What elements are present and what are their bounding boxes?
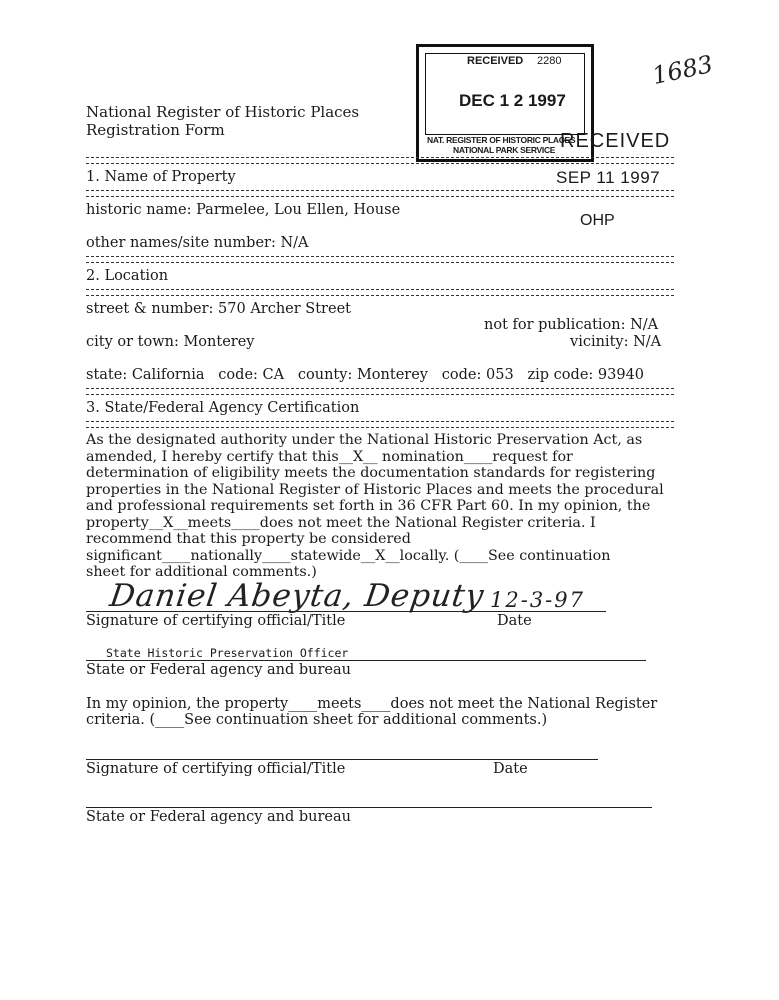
form-subtitle: Registration Form [86,121,225,139]
paragraph-line: property__X__meets____does not meet the National Register criteria. I [86,514,596,531]
certification-paragraph [86,432,686,581]
paragraph-line: sheet for additional comments.) [86,564,317,580]
section1-title: 1. Name of Property [86,169,236,185]
paragraph-line: properties in the National Register of Historic Places and meets the procedural [86,481,664,498]
other-names: other names/site number: N/A [86,235,309,251]
section-divider [86,421,674,428]
section3-title: 3. State/Federal Agency Certification [86,400,360,416]
ohp-office-label: OHP [580,212,615,229]
agency-line [86,660,646,661]
agency-label: State or Federal agency and bureau [86,662,351,678]
date-label-2: Date [493,761,528,777]
paragraph-line: determination of eligibility meets the documentation standards for registering [86,465,656,481]
ohp-received-label: RECEIVED [560,130,671,152]
stamp-org-line2: NATIONAL PARK SERVICE [453,145,556,155]
agency-typed: State Historic Preservation Officer [106,646,349,660]
stamp-number: 2280 [537,55,562,67]
signature-label: Signature of certifying official/Title [86,613,346,629]
paragraph-line: recommend that this property be considered [86,531,411,547]
stamp-org-line1: NAT. REGISTER OF HISTORIC PLACES [427,135,576,145]
date-label: Date [497,613,532,629]
signature-line [86,611,606,612]
section-divider [86,289,674,296]
section-divider [86,256,674,263]
ohp-received-date: SEP 11 1997 [556,168,661,187]
handwritten-reference-number: 1683 [649,49,716,91]
paragraph-line: amended, I hereby certify that this__X__ nomination____request for [86,448,573,465]
form-title: National Register of Historic Places [86,103,360,121]
paragraph-line: significant____nationally____statewide__X__locally. (____See continuation [86,547,611,564]
not-for-publication: not for publication: N/A [484,317,659,333]
opinion-line-2: criteria. (____See continuation sheet for additional comments.) [86,712,548,728]
agency-label-2: State or Federal agency and bureau [86,809,351,825]
signature-line-2 [86,759,598,760]
section2-title: 2. Location [86,268,169,284]
historic-name: historic name: Parmelee, Lou Ellen, House [86,202,401,218]
section-divider [86,388,674,395]
handwritten-date: 12-3-97 [490,588,585,612]
street-number: street & number: 570 Archer Street [86,301,351,317]
paragraph-line: and professional requirements set forth in 36 CFR Part 60. In my opinion, the [86,498,651,514]
section-divider [86,157,674,164]
city-town: city or town: Monterey [86,334,255,350]
section-divider [86,190,674,197]
state-county-zip: state: California code: CA county: Monterey code: 053 zip code: 93940 [86,367,645,383]
stamp-date: DEC 1 2 1997 [459,91,566,110]
paragraph-line: As the designated authority under the National Historic Preservation Act, as [86,432,643,448]
handwritten-signature: Daniel Abeyta, Deputy [107,578,487,614]
opinion-line-1: In my opinion, the property____meets____does not meet the National Register [86,696,658,712]
vicinity: vicinity: N/A [570,334,662,350]
signature-label-2: Signature of certifying official/Title [86,761,346,777]
stamp-received-label: RECEIVED [467,55,524,67]
agency-line-2 [86,807,652,808]
